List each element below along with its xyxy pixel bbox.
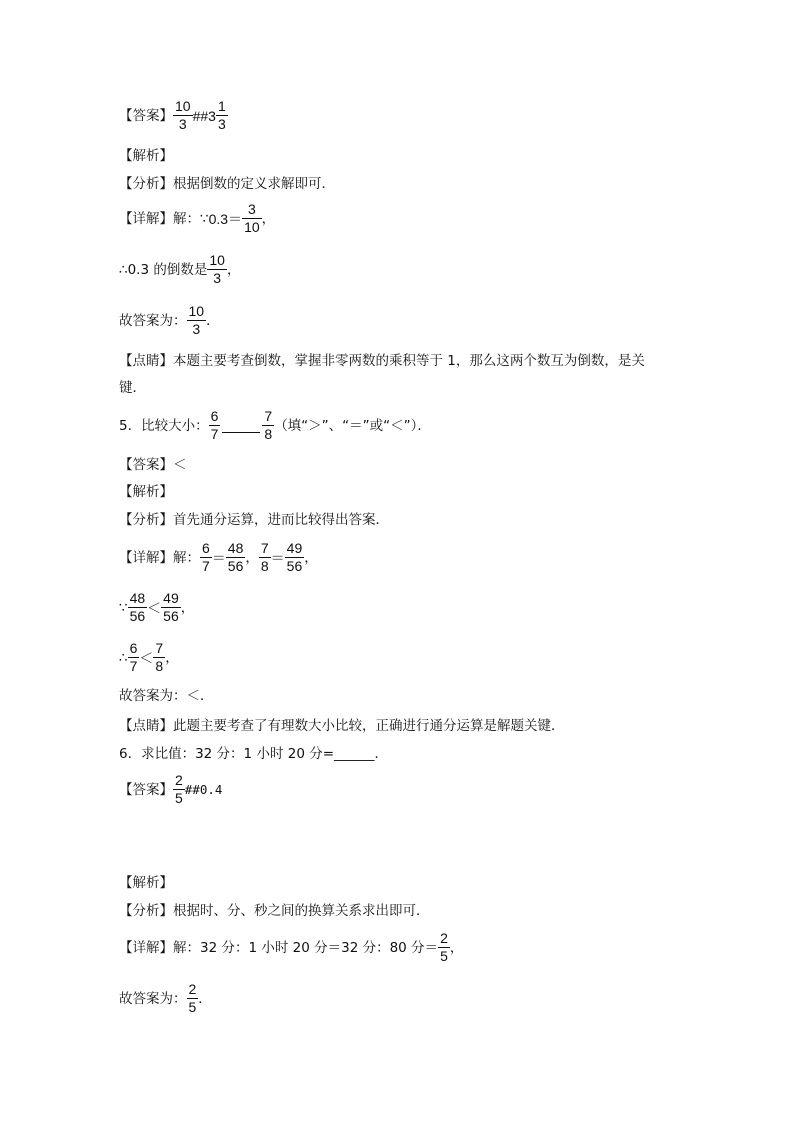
analysis-heading-5: 【解析】 <box>119 484 173 500</box>
analysis-heading-6: 【解析】 <box>119 875 173 891</box>
fenxi-line-6: 【分析】 根据时、分、秒之间的换算关系求出即可． <box>119 903 430 919</box>
fenxi-line-1: 【分析】 根据倒数的定义求解即可． <box>119 176 335 192</box>
answer-tag: 【答案】 <box>119 107 173 124</box>
therefore-line-1: ∴0.3 的倒数是 $\frac{10}{3}$ ， <box>119 252 241 286</box>
detail-line-1: 【详解】 解：∵ 0.3＝ $\frac{3}{10}$ ， <box>119 201 276 235</box>
answer-mixed-number: 3 $\frac{1}{3}$ <box>208 98 226 132</box>
question-6: 6．求比值：32 分：1 小时 20 分=______． <box>119 746 389 762</box>
analysis-heading-1: 【解析】 <box>119 148 173 164</box>
therefore-line-5: ∴ $\frac{6}{7}$ ＜ $\frac{7}{8}$ ， <box>119 640 179 674</box>
detail-line-5: 【详解】 解： $\frac{6}{7}$ ＝ $\frac{48}{56}$ ， $\frac{7}{8}$ ＝ $\frac{49}{56}$ ， <box>119 540 318 574</box>
comment-line-1: 【点睛】 本题主要考查倒数，掌握非零两数的乘积等于 1，那么这两个数互为倒数，是关 <box>119 353 645 369</box>
answer-blank <box>222 418 260 433</box>
answer-line-5: 【答案】 ＜ <box>119 457 187 473</box>
detail-fraction: $\frac{3}{10}$ <box>244 201 260 235</box>
question-5: 5．比较大小： $\frac{6}{7}$ $\frac{7}{8}$ （填“＞”、“＝”或“＜”）． <box>119 408 431 442</box>
answer-line-1: 【答案】 $\frac{10}{3}$ ## 3 $\frac{1}{3}$ <box>119 98 226 132</box>
detail-line-6: 【详解】 解：32 分：1 小时 20 分＝32 分：80 分＝ $\frac{2}{5}$ ， <box>119 930 464 964</box>
final-answer-line-1: 故答案为： $\frac{10}{3}$ ． <box>119 303 220 337</box>
answer-line-6: 【答案】 $\frac{2}{5}$ ##0.4 <box>119 772 223 806</box>
final-answer-line-5: 故答案为：＜． <box>119 688 214 704</box>
because-line-5: ∵ $\frac{48}{56}$ ＜ $\frac{49}{56}$ ， <box>119 590 195 624</box>
answer-fraction: $\frac{10}{3}$ <box>175 98 191 132</box>
final-answer-line-6: 故答案为： $\frac{2}{5}$ ． <box>119 981 212 1015</box>
comment-line-5: 【点睛】 此题主要考查了有理数大小比较，正确进行通分运算是解题关键． <box>119 718 565 734</box>
fenxi-line-5: 【分析】 首先通分运算，进而比较得出答案． <box>119 512 389 528</box>
comment-line-1b: 键． <box>119 380 146 396</box>
